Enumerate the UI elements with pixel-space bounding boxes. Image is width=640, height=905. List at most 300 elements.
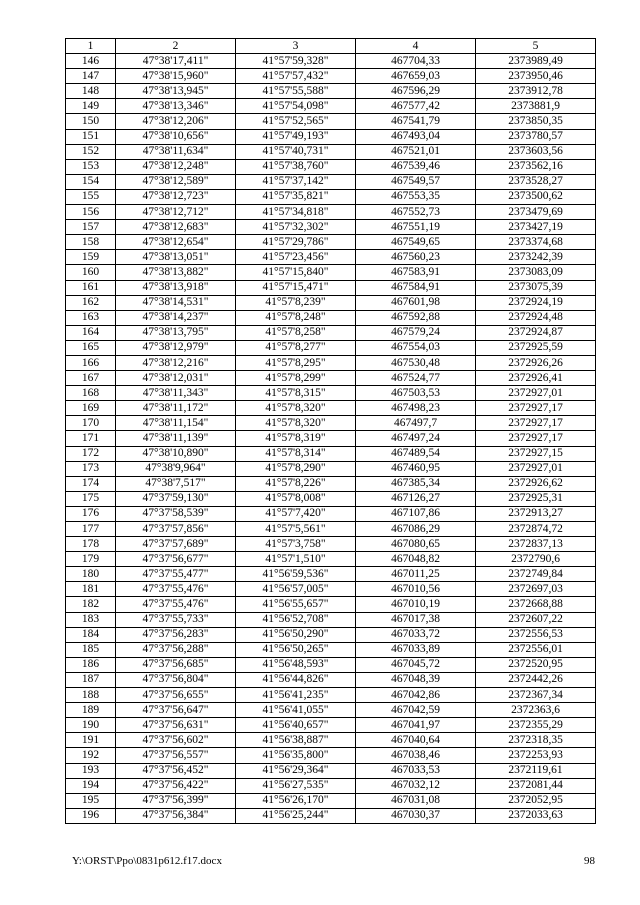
table-cell: 467041,97 — [356, 718, 476, 733]
table-cell: 159 — [66, 250, 116, 265]
table-row — [66, 295, 596, 310]
table-row — [66, 54, 596, 69]
table-cell: 41°56'48,593" — [236, 657, 356, 672]
table-cell: 171 — [66, 431, 116, 446]
table-cell: 2373427,19 — [476, 220, 596, 235]
table-cell: 467042,86 — [356, 688, 476, 703]
table-cell: 47°38'12,683" — [116, 220, 236, 235]
table-row — [66, 114, 596, 129]
table-cell: 467460,95 — [356, 461, 476, 476]
table-cell: 467583,91 — [356, 265, 476, 280]
table-cell: 41°56'57,005" — [236, 582, 356, 597]
table-cell: 186 — [66, 657, 116, 672]
table-cell: 2372874,72 — [476, 522, 596, 537]
table-row — [66, 355, 596, 370]
table-cell: 2372556,53 — [476, 627, 596, 642]
table-cell: 467704,33 — [356, 54, 476, 69]
table-cell: 2372924,19 — [476, 295, 596, 310]
table-cell: 2372363,6 — [476, 703, 596, 718]
table-row — [66, 763, 596, 778]
table-row — [66, 552, 596, 567]
table-cell: 467031,08 — [356, 793, 476, 808]
table-cell: 41°56'27,535" — [236, 778, 356, 793]
table-row — [66, 69, 596, 84]
table-cell: 47°38'12,979" — [116, 340, 236, 355]
table-cell: 191 — [66, 733, 116, 748]
table-cell: 47°37'56,685" — [116, 657, 236, 672]
table-row — [66, 205, 596, 220]
table-cell: 47°38'11,154" — [116, 416, 236, 431]
table-cell: 2372442,26 — [476, 672, 596, 687]
table-cell: 153 — [66, 159, 116, 174]
column-header: 2 — [116, 39, 236, 54]
table-cell: 47°38'17,411" — [116, 54, 236, 69]
table-cell: 47°37'56,602" — [116, 733, 236, 748]
table-cell: 467539,46 — [356, 159, 476, 174]
table-cell: 158 — [66, 235, 116, 250]
table-cell: 2372318,35 — [476, 733, 596, 748]
table-cell: 164 — [66, 325, 116, 340]
table-cell: 467033,53 — [356, 763, 476, 778]
table-cell: 2372927,15 — [476, 446, 596, 461]
table-cell: 41°56'40,657" — [236, 718, 356, 733]
table-cell: 41°57'49,193" — [236, 129, 356, 144]
table-cell: 41°56'35,800" — [236, 748, 356, 763]
table-row — [66, 642, 596, 657]
table-cell: 2372697,03 — [476, 582, 596, 597]
table-cell: 467497,24 — [356, 431, 476, 446]
table-cell: 173 — [66, 461, 116, 476]
table-cell: 467497,7 — [356, 416, 476, 431]
table-cell: 47°38'12,248" — [116, 159, 236, 174]
table-row — [66, 129, 596, 144]
table-cell: 149 — [66, 99, 116, 114]
table-cell: 467541,79 — [356, 114, 476, 129]
table-cell: 169 — [66, 401, 116, 416]
table-cell: 467010,56 — [356, 582, 476, 597]
table-row — [66, 159, 596, 174]
table-cell: 41°57'8,319" — [236, 431, 356, 446]
table-cell: 192 — [66, 748, 116, 763]
table-cell: 467048,82 — [356, 552, 476, 567]
table-cell: 2373562,16 — [476, 159, 596, 174]
table-cell: 467554,03 — [356, 340, 476, 355]
table-cell: 2372520,95 — [476, 657, 596, 672]
table-cell: 47°37'56,677" — [116, 552, 236, 567]
table-cell: 47°37'56,804" — [116, 672, 236, 687]
table-cell: 154 — [66, 174, 116, 189]
table-cell: 180 — [66, 567, 116, 582]
table-cell: 47°38'14,237" — [116, 310, 236, 325]
table-cell: 41°57'59,328" — [236, 54, 356, 69]
table-cell: 47°38'11,139" — [116, 431, 236, 446]
table-cell: 467385,34 — [356, 476, 476, 491]
table-cell: 41°57'8,295" — [236, 355, 356, 370]
table-cell: 47°37'56,288" — [116, 642, 236, 657]
table-cell: 47°38'10,890" — [116, 446, 236, 461]
table-row — [66, 672, 596, 687]
table-cell: 193 — [66, 763, 116, 778]
table-cell: 47°37'57,856" — [116, 522, 236, 537]
table-cell: 2372927,17 — [476, 416, 596, 431]
table-cell: 41°56'44,826" — [236, 672, 356, 687]
table-row — [66, 627, 596, 642]
table-cell: 41°56'38,887" — [236, 733, 356, 748]
table-cell: 41°57'38,760" — [236, 159, 356, 174]
table-cell: 188 — [66, 688, 116, 703]
table-cell: 467553,35 — [356, 189, 476, 204]
table-cell: 47°38'12,712" — [116, 205, 236, 220]
table-cell: 41°57'40,731" — [236, 144, 356, 159]
table-cell: 2373528,27 — [476, 174, 596, 189]
table-cell: 41°57'34,818" — [236, 205, 356, 220]
table-cell: 2373780,57 — [476, 129, 596, 144]
table-cell: 147 — [66, 69, 116, 84]
table-cell: 165 — [66, 340, 116, 355]
table-cell: 41°56'29,364" — [236, 763, 356, 778]
table-cell: 161 — [66, 280, 116, 295]
table-cell: 41°57'8,258" — [236, 325, 356, 340]
table-cell: 155 — [66, 189, 116, 204]
table-cell: 47°37'58,539" — [116, 506, 236, 521]
table-cell: 152 — [66, 144, 116, 159]
table-cell: 41°57'8,008" — [236, 491, 356, 506]
table-header-row — [66, 39, 596, 54]
table-cell: 156 — [66, 205, 116, 220]
table-cell: 178 — [66, 537, 116, 552]
table-cell: 467552,73 — [356, 205, 476, 220]
table-cell: 41°56'50,265" — [236, 642, 356, 657]
table-cell: 177 — [66, 522, 116, 537]
table-cell: 187 — [66, 672, 116, 687]
table-cell: 41°57'8,226" — [236, 476, 356, 491]
table-cell: 467579,24 — [356, 325, 476, 340]
table-cell: 467010,19 — [356, 597, 476, 612]
table-cell: 47°37'56,557" — [116, 748, 236, 763]
table-cell: 185 — [66, 642, 116, 657]
table-cell: 47°38'13,346" — [116, 99, 236, 114]
column-header: 5 — [476, 39, 596, 54]
table-cell: 41°57'8,290" — [236, 461, 356, 476]
table-cell: 189 — [66, 703, 116, 718]
table-cell: 170 — [66, 416, 116, 431]
table-cell: 2372355,29 — [476, 718, 596, 733]
table-cell: 2373242,39 — [476, 250, 596, 265]
table-cell: 2372927,17 — [476, 431, 596, 446]
table-cell: 2373950,46 — [476, 69, 596, 84]
table-cell: 467601,98 — [356, 295, 476, 310]
table-cell: 47°38'15,960" — [116, 69, 236, 84]
table-cell: 41°57'15,471" — [236, 280, 356, 295]
table-cell: 41°57'8,277" — [236, 340, 356, 355]
table-cell: 146 — [66, 54, 116, 69]
table-cell: 2372926,26 — [476, 355, 596, 370]
table-row — [66, 386, 596, 401]
table-cell: 47°38'11,634" — [116, 144, 236, 159]
table-row — [66, 491, 596, 506]
table-cell: 467549,65 — [356, 235, 476, 250]
table-cell: 41°56'26,170" — [236, 793, 356, 808]
table-cell: 181 — [66, 582, 116, 597]
table-cell: 167 — [66, 371, 116, 386]
table-cell: 47°38'12,723" — [116, 189, 236, 204]
table-cell: 2373850,35 — [476, 114, 596, 129]
table-cell: 2373083,09 — [476, 265, 596, 280]
table-cell: 41°56'41,235" — [236, 688, 356, 703]
table-cell: 467489,54 — [356, 446, 476, 461]
table-cell: 195 — [66, 793, 116, 808]
coordinates-table — [65, 38, 596, 824]
table-row — [66, 189, 596, 204]
table-row — [66, 144, 596, 159]
table-cell: 47°38'11,343" — [116, 386, 236, 401]
table-cell: 41°57'8,299" — [236, 371, 356, 386]
table-cell: 41°56'55,657" — [236, 597, 356, 612]
table-cell: 47°37'55,476" — [116, 597, 236, 612]
table-cell: 196 — [66, 808, 116, 823]
table-cell: 47°37'56,399" — [116, 793, 236, 808]
table-cell: 467503,53 — [356, 386, 476, 401]
table-row — [66, 612, 596, 627]
table-cell: 176 — [66, 506, 116, 521]
table-cell: 467498,23 — [356, 401, 476, 416]
table-cell: 41°57'8,315" — [236, 386, 356, 401]
table-cell: 47°37'55,476" — [116, 582, 236, 597]
page-number: 98 — [584, 855, 595, 867]
table-row — [66, 476, 596, 491]
table-cell: 467107,86 — [356, 506, 476, 521]
table-cell: 190 — [66, 718, 116, 733]
table-row — [66, 582, 596, 597]
table-cell: 47°38'12,654" — [116, 235, 236, 250]
table-cell: 41°57'8,248" — [236, 310, 356, 325]
table-row — [66, 84, 596, 99]
table-cell: 47°38'12,031" — [116, 371, 236, 386]
table-cell: 47°37'56,452" — [116, 763, 236, 778]
table-row — [66, 446, 596, 461]
table-cell: 41°57'1,510" — [236, 552, 356, 567]
table-cell: 2372607,22 — [476, 612, 596, 627]
table-cell: 157 — [66, 220, 116, 235]
table-cell: 162 — [66, 295, 116, 310]
table-body — [66, 54, 596, 824]
table-cell: 47°37'55,733" — [116, 612, 236, 627]
table-cell: 467521,01 — [356, 144, 476, 159]
table-cell: 467577,42 — [356, 99, 476, 114]
table-cell: 467048,39 — [356, 672, 476, 687]
table-cell: 47°38'13,882" — [116, 265, 236, 280]
table-cell: 41°57'37,142" — [236, 174, 356, 189]
footer-file-path: Y:\ORST\Ppo\0831p612.f17.docx — [72, 855, 222, 867]
table-cell: 47°37'56,647" — [116, 703, 236, 718]
table-row — [66, 718, 596, 733]
table-cell: 166 — [66, 355, 116, 370]
table-cell: 467032,12 — [356, 778, 476, 793]
table-cell: 47°38'11,172" — [116, 401, 236, 416]
column-header: 3 — [236, 39, 356, 54]
table-row — [66, 733, 596, 748]
table-cell: 47°38'7,517" — [116, 476, 236, 491]
table-cell: 467042,59 — [356, 703, 476, 718]
table-row — [66, 748, 596, 763]
table-cell: 194 — [66, 778, 116, 793]
table-row — [66, 265, 596, 280]
table-cell: 467584,91 — [356, 280, 476, 295]
table-cell: 41°57'55,588" — [236, 84, 356, 99]
table-cell: 2373374,68 — [476, 235, 596, 250]
table-cell: 150 — [66, 114, 116, 129]
table-cell: 41°57'3,758" — [236, 537, 356, 552]
table-cell: 168 — [66, 386, 116, 401]
table-cell: 2372926,62 — [476, 476, 596, 491]
table-cell: 2372925,31 — [476, 491, 596, 506]
table-cell: 47°38'14,531" — [116, 295, 236, 310]
table-cell: 41°57'35,821" — [236, 189, 356, 204]
table-row — [66, 371, 596, 386]
table-cell: 41°56'41,055" — [236, 703, 356, 718]
table-cell: 41°56'52,708" — [236, 612, 356, 627]
table-row — [66, 506, 596, 521]
table-row — [66, 280, 596, 295]
table-cell: 47°38'13,918" — [116, 280, 236, 295]
table-cell: 2372924,48 — [476, 310, 596, 325]
table-cell: 41°57'23,456" — [236, 250, 356, 265]
table-cell: 148 — [66, 84, 116, 99]
table-cell: 2372837,13 — [476, 537, 596, 552]
table-cell: 41°57'29,786" — [236, 235, 356, 250]
table-cell: 41°56'50,290" — [236, 627, 356, 642]
table-cell: 41°57'7,420" — [236, 506, 356, 521]
table-cell: 467126,27 — [356, 491, 476, 506]
table-row — [66, 537, 596, 552]
table-cell: 47°38'12,589" — [116, 174, 236, 189]
table-cell: 2372556,01 — [476, 642, 596, 657]
table-cell: 2373603,56 — [476, 144, 596, 159]
table-cell: 467086,29 — [356, 522, 476, 537]
table-cell: 182 — [66, 597, 116, 612]
table-row — [66, 703, 596, 718]
table-row — [66, 597, 596, 612]
table-cell: 467045,72 — [356, 657, 476, 672]
table-cell: 467011,25 — [356, 567, 476, 582]
table-cell: 47°38'13,795" — [116, 325, 236, 340]
table-cell: 2372052,95 — [476, 793, 596, 808]
table-row — [66, 567, 596, 582]
table-cell: 41°57'8,320" — [236, 401, 356, 416]
table-cell: 47°37'56,283" — [116, 627, 236, 642]
table-row — [66, 778, 596, 793]
table-cell: 47°38'10,656" — [116, 129, 236, 144]
table-cell: 175 — [66, 491, 116, 506]
table-row — [66, 250, 596, 265]
table-cell: 2373075,39 — [476, 280, 596, 295]
table-cell: 47°37'56,655" — [116, 688, 236, 703]
table-cell: 2372913,27 — [476, 506, 596, 521]
table-cell: 2372925,59 — [476, 340, 596, 355]
table-cell: 41°57'52,565" — [236, 114, 356, 129]
table-row — [66, 808, 596, 823]
table-row — [66, 174, 596, 189]
table-cell: 41°57'8,320" — [236, 416, 356, 431]
table-cell: 2372033,63 — [476, 808, 596, 823]
table-cell: 184 — [66, 627, 116, 642]
table-cell: 179 — [66, 552, 116, 567]
table-cell: 467080,65 — [356, 537, 476, 552]
table-cell: 467530,48 — [356, 355, 476, 370]
table-cell: 467030,37 — [356, 808, 476, 823]
table-cell: 47°38'9,964" — [116, 461, 236, 476]
table-cell: 163 — [66, 310, 116, 325]
table-cell: 2372924,87 — [476, 325, 596, 340]
table-cell: 467040,64 — [356, 733, 476, 748]
table-row — [66, 220, 596, 235]
table-cell: 467592,88 — [356, 310, 476, 325]
table-cell: 41°57'57,432" — [236, 69, 356, 84]
table-cell: 467560,23 — [356, 250, 476, 265]
table-row — [66, 99, 596, 114]
table-cell: 2372668,88 — [476, 597, 596, 612]
table-cell: 41°57'15,840" — [236, 265, 356, 280]
table-row — [66, 522, 596, 537]
table-cell: 47°37'57,689" — [116, 537, 236, 552]
table-cell: 2373989,49 — [476, 54, 596, 69]
table-cell: 41°57'8,314" — [236, 446, 356, 461]
table-cell: 47°37'56,422" — [116, 778, 236, 793]
table-cell: 183 — [66, 612, 116, 627]
table-cell: 47°38'13,945" — [116, 84, 236, 99]
table-row — [66, 325, 596, 340]
table-row — [66, 431, 596, 446]
table-cell: 467659,03 — [356, 69, 476, 84]
table-row — [66, 793, 596, 808]
table-row — [66, 340, 596, 355]
table-cell: 2372927,17 — [476, 401, 596, 416]
table-cell: 467493,04 — [356, 129, 476, 144]
table-cell: 467038,46 — [356, 748, 476, 763]
table-cell: 172 — [66, 446, 116, 461]
table-row — [66, 401, 596, 416]
table-row — [66, 310, 596, 325]
table-cell: 2373479,69 — [476, 205, 596, 220]
table-cell: 47°37'56,384" — [116, 808, 236, 823]
table-cell: 2372119,61 — [476, 763, 596, 778]
table-cell: 467549,57 — [356, 174, 476, 189]
table-cell: 41°57'5,561" — [236, 522, 356, 537]
table-cell: 2372927,01 — [476, 386, 596, 401]
table-cell: 160 — [66, 265, 116, 280]
table-row — [66, 235, 596, 250]
table-cell: 467033,72 — [356, 627, 476, 642]
table-cell: 47°37'56,631" — [116, 718, 236, 733]
table-cell: 41°57'54,098" — [236, 99, 356, 114]
table-cell: 467524,77 — [356, 371, 476, 386]
table-cell: 2372367,34 — [476, 688, 596, 703]
column-header: 1 — [66, 39, 116, 54]
table-cell: 47°38'12,216" — [116, 355, 236, 370]
table-cell: 2373500,62 — [476, 189, 596, 204]
table-cell: 2373881,9 — [476, 99, 596, 114]
table-cell: 151 — [66, 129, 116, 144]
table-row — [66, 688, 596, 703]
table-cell: 47°37'55,477" — [116, 567, 236, 582]
column-header: 4 — [356, 39, 476, 54]
table-cell: 2372790,6 — [476, 552, 596, 567]
table-cell: 2372926,41 — [476, 371, 596, 386]
table-cell: 467017,38 — [356, 612, 476, 627]
table-cell: 41°57'8,239" — [236, 295, 356, 310]
table-cell: 41°56'25,244" — [236, 808, 356, 823]
table-cell: 47°38'13,051" — [116, 250, 236, 265]
